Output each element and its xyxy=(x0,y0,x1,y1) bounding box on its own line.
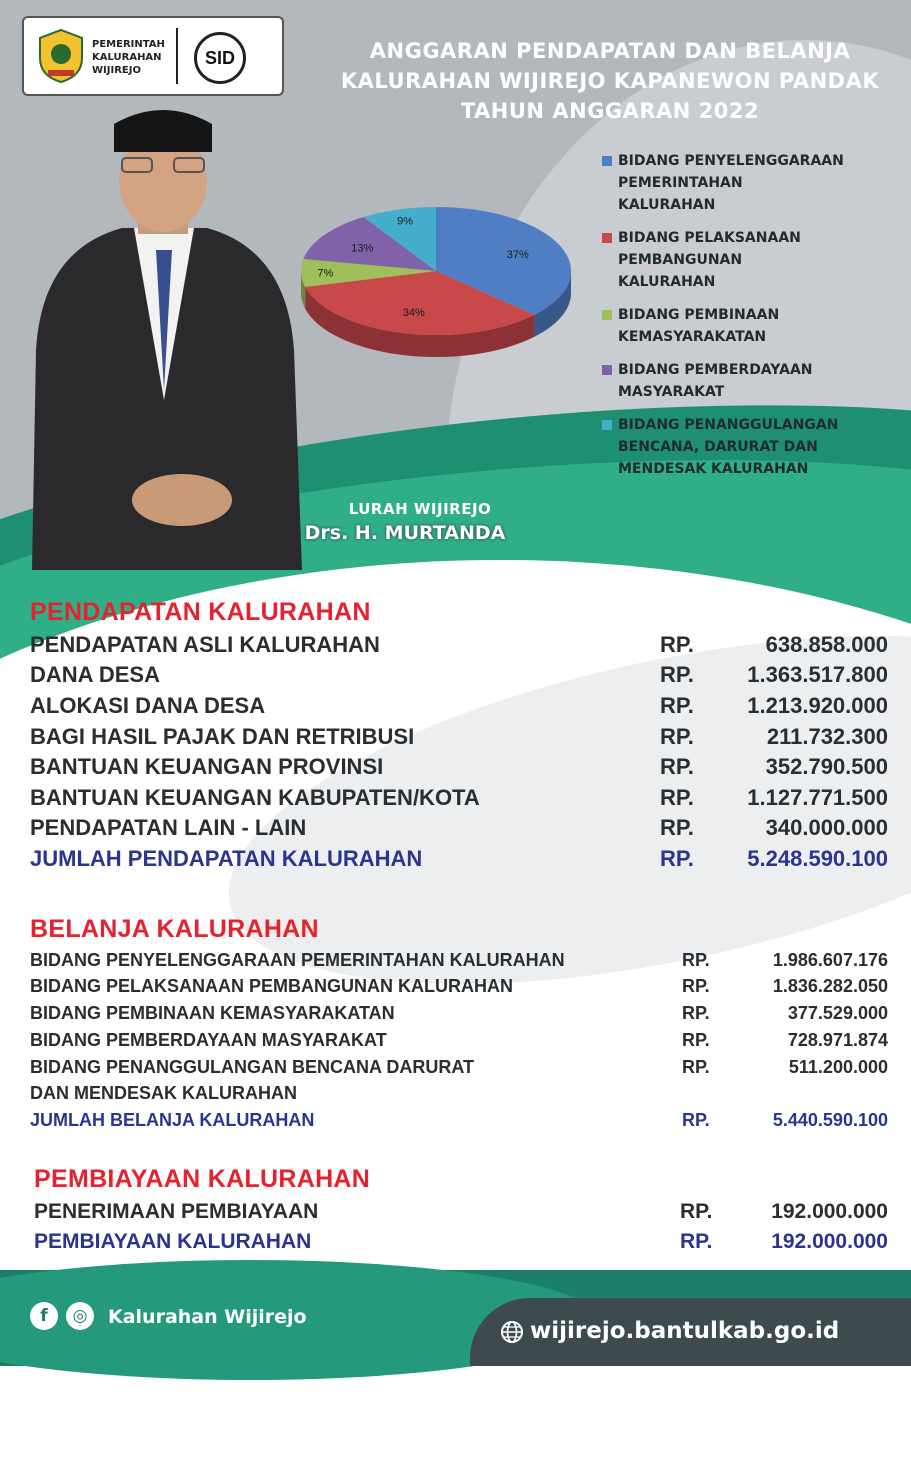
logo-text-line2: KALURAHAN xyxy=(92,52,162,63)
row-label: PEMBIAYAAN KALURAHAN xyxy=(34,1230,312,1253)
legend-line: BIDANG PENANGGULANGAN xyxy=(618,417,839,433)
row-currency: RP. xyxy=(660,693,694,718)
legend-swatch xyxy=(602,233,612,243)
logo-box xyxy=(22,16,284,96)
row-amount: 211.732.300 xyxy=(766,724,888,749)
pembiayaan-total-row xyxy=(34,1230,890,1260)
logo-text-line3: WIJIREJO xyxy=(92,65,141,76)
belanja-title: BELANJA KALURAHAN xyxy=(30,915,319,943)
legend-line: KALURAHAN xyxy=(618,274,716,290)
belanja-row xyxy=(30,1030,890,1056)
belanja-row xyxy=(30,950,890,976)
legend-swatch xyxy=(602,310,612,320)
pie-slice-label: 37% xyxy=(506,249,529,262)
row-currency: RP. xyxy=(680,1200,713,1223)
row-label: DANA DESA xyxy=(30,662,160,687)
row-amount: 638.858.000 xyxy=(765,632,888,657)
logo-divider xyxy=(176,28,178,84)
row-amount: 1.213.920.000 xyxy=(747,693,888,718)
row-label: PENERIMAAN PEMBIAYAAN xyxy=(34,1200,319,1223)
row-amount: 192.000.000 xyxy=(771,1200,888,1223)
row-label: BIDANG PENANGGULANGAN BENCANA DARURAT xyxy=(30,1057,474,1077)
budget-pie-chart xyxy=(296,196,586,371)
row-amount: 1.986.607.176 xyxy=(772,950,888,970)
row-label: BIDANG PELAKSANAAN PEMBANGUNAN KALURAHAN xyxy=(30,976,513,996)
row-amount: 5.248.590.100 xyxy=(747,846,888,871)
row-currency: RP. xyxy=(660,662,694,687)
social-icons xyxy=(30,1302,102,1330)
row-currency: RP. xyxy=(682,1003,710,1023)
title-line3: TAHUN ANGGARAN 2022 xyxy=(460,99,760,123)
title-line2: KALURAHAN WIJIREJO KAPANEWON PANDAK xyxy=(340,69,880,93)
row-amount: 728.971.874 xyxy=(787,1030,888,1050)
website-url[interactable]: wijirejo.bantulkab.go.id xyxy=(530,1318,840,1344)
row-label: BIDANG PEMBERDAYAAN MASYARAKAT xyxy=(30,1030,387,1050)
legend-swatch xyxy=(602,156,612,166)
official-name: Drs. H. MURTANDA xyxy=(304,522,506,544)
pendapatan-row xyxy=(30,632,890,662)
footer-brand: Kalurahan Wijirejo xyxy=(108,1306,307,1328)
pie-slice-label: 7% xyxy=(317,267,334,280)
row-label: JUMLAH BELANJA KALURAHAN xyxy=(30,1110,315,1130)
row-label: BIDANG PENYELENGGARAAN PEMERINTAHAN KALURAHAN xyxy=(30,950,565,970)
facebook-icon[interactable]: f xyxy=(30,1302,58,1330)
row-currency: RP. xyxy=(660,724,694,749)
pendapatan-row xyxy=(30,815,890,845)
official-portrait xyxy=(22,100,307,570)
row-label: BAGI HASIL PAJAK DAN RETRIBUSI xyxy=(30,724,415,749)
row-currency: RP. xyxy=(660,815,694,840)
pendapatan-row xyxy=(30,785,890,815)
row-currency: RP. xyxy=(660,785,694,810)
legend-item xyxy=(602,414,902,480)
row-amount: 340.000.000 xyxy=(765,815,888,840)
pembiayaan-title: PEMBIAYAAN KALURAHAN xyxy=(34,1165,371,1193)
belanja-row xyxy=(30,1083,890,1109)
row-label: BANTUAN KEUANGAN KABUPATEN/KOTA xyxy=(30,785,480,810)
row-currency: RP. xyxy=(682,1110,710,1130)
legend-line: KALURAHAN xyxy=(618,197,716,213)
official-role: LURAH WIJIREJO xyxy=(348,500,492,518)
logo-text xyxy=(92,38,165,77)
pendapatan-title: PENDAPATAN KALURAHAN xyxy=(30,598,371,626)
legend-item xyxy=(602,227,902,293)
row-amount: 511.200.000 xyxy=(788,1057,888,1077)
pendapatan-row xyxy=(30,724,890,754)
row-currency: RP. xyxy=(682,1030,710,1050)
legend-line: BIDANG PEMBERDAYAAN xyxy=(618,362,813,378)
pembiayaan-row xyxy=(34,1200,890,1230)
pendapatan-row xyxy=(30,662,890,692)
pie-legend xyxy=(602,150,902,491)
legend-item xyxy=(602,150,902,216)
legend-line: BIDANG PEMBINAAN xyxy=(618,307,780,323)
row-currency: RP. xyxy=(682,976,710,996)
legend-line: PEMERINTAHAN xyxy=(618,175,743,191)
row-amount: 1.363.517.800 xyxy=(747,662,888,687)
row-amount: 5.440.590.100 xyxy=(772,1110,888,1130)
title-line1: ANGGARAN PENDAPATAN DAN BELANJA xyxy=(369,39,851,63)
legend-item xyxy=(602,304,902,348)
row-amount: 1.127.771.500 xyxy=(747,785,888,810)
legend-line: BIDANG PENYELENGGARAAN xyxy=(618,153,844,169)
legend-line: MASYARAKAT xyxy=(618,384,725,400)
row-label: PENDAPATAN ASLI KALURAHAN xyxy=(30,632,380,657)
belanja-row xyxy=(30,1057,890,1083)
row-currency: RP. xyxy=(682,1057,710,1077)
row-currency: RP. xyxy=(680,1230,713,1253)
kalurahan-seal-icon xyxy=(36,28,86,84)
legend-line: BENCANA, DARURAT DAN xyxy=(618,439,818,455)
belanja-row xyxy=(30,976,890,1002)
row-label: BIDANG PEMBINAAN KEMASYARAKATAN xyxy=(30,1003,395,1023)
legend-line: PEMBANGUNAN xyxy=(618,252,743,268)
belanja-total-row xyxy=(30,1110,890,1136)
legend-item xyxy=(602,359,902,403)
legend-swatch xyxy=(602,420,612,430)
legend-swatch xyxy=(602,365,612,375)
footer-website[interactable] xyxy=(500,1318,839,1344)
row-amount: 192.000.000 xyxy=(771,1230,888,1253)
row-currency: RP. xyxy=(682,950,710,970)
row-label: ALOKASI DANA DESA xyxy=(30,693,266,718)
pendapatan-row xyxy=(30,754,890,784)
pendapatan-row xyxy=(30,693,890,723)
logo-text-line1: PEMERINTAH xyxy=(92,39,165,50)
row-label: BANTUAN KEUANGAN PROVINSI xyxy=(30,754,384,779)
globe-icon xyxy=(500,1320,524,1344)
pie-slice-label: 9% xyxy=(397,215,414,228)
row-label: JUMLAH PENDAPATAN KALURAHAN xyxy=(30,846,423,871)
row-label: PENDAPATAN LAIN - LAIN xyxy=(30,815,307,840)
legend-line: MENDESAK KALURAHAN xyxy=(618,461,809,477)
row-amount: 352.790.500 xyxy=(765,754,888,779)
pendapatan-total-row xyxy=(30,846,890,876)
legend-line: BIDANG PELAKSANAAN xyxy=(618,230,801,246)
row-currency: RP. xyxy=(660,846,694,871)
sid-logo: SID xyxy=(194,32,246,84)
row-currency: RP. xyxy=(660,632,694,657)
row-amount: 1.836.282.050 xyxy=(772,976,888,996)
row-label: DAN MENDESAK KALURAHAN xyxy=(30,1083,297,1103)
row-currency: RP. xyxy=(660,754,694,779)
page-title xyxy=(320,36,900,126)
row-amount: 377.529.000 xyxy=(787,1003,888,1023)
pie-slice-label: 13% xyxy=(351,242,374,255)
legend-line: KEMASYARAKATAN xyxy=(618,329,767,345)
pie-slice-label: 34% xyxy=(402,306,425,319)
belanja-row xyxy=(30,1003,890,1029)
instagram-icon[interactable]: ◎ xyxy=(66,1302,94,1330)
